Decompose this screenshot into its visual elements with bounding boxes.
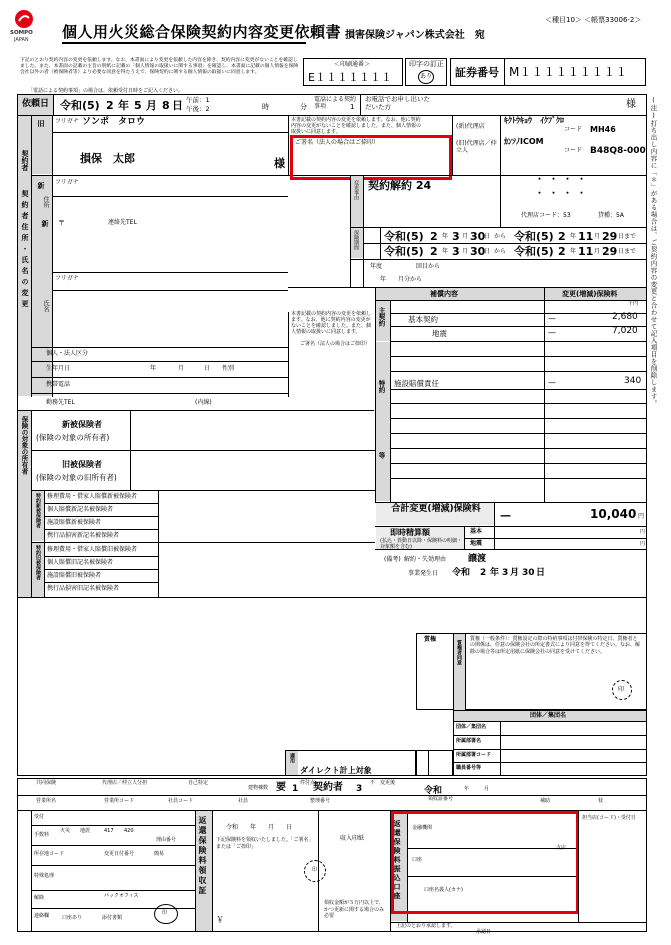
birth-month-unit: 月 [178,365,185,372]
sompo-logo [9,9,39,47]
period-label: 保険期間 [353,230,359,250]
insured-section-label: 保険の対象の所有者 [20,416,29,475]
immediate-note: (払込・異動日以降・保険料の明細・対象額を含む) [380,538,462,550]
period-row2-from: から [494,248,507,255]
work-ext-label: (内線) [195,399,212,406]
special-old-1: 修理費用・借家人賠償旧被保険者 [47,546,138,553]
highlight-refund-account [391,811,579,914]
store-code-label: 担当店(コード)・受付日 [582,815,636,821]
event-month: 3 [502,568,509,578]
agent-dots-1: ・・・・ [535,175,592,185]
coverage-row-2-sign: — [548,328,556,337]
coverage-row-1-value: 2,680 [612,312,638,322]
bottom-co-insurance: 共同保険 [36,780,57,786]
bottom-office-code: 営業所コード [104,798,135,804]
print-number-box [303,58,403,86]
period-row1-day2: 29 [602,230,618,243]
office-cell-backoffice: パックオフィス [104,893,139,899]
old-name: 損保 太郎 [80,152,135,165]
period-row1-month-u: 月 [462,233,469,240]
request-am: 午前：1 [186,96,210,104]
sompo-logo-icon [14,9,34,29]
old-insured-sub: (保険の対象の旧所有者) [36,473,117,482]
direct-apply-label: 適用 [289,753,295,763]
refund-branch-label: 支店 [556,845,567,851]
agent-code-label-2: コード [564,147,583,154]
period-row2-month2: 11 [578,245,594,258]
bottom-month-unit: 月 [484,786,490,792]
immediate-label: 即時精算額 [390,528,430,537]
approval-date: 承認日 [476,929,492,935]
office-cell-420: 420 [124,828,134,834]
mortgage-sign-label: ご署名（法人の場合はご捺印） [300,341,371,347]
office-cell-reason: 理由番号 [156,837,177,843]
coverage-special-label: 特約 [377,380,386,393]
period-row1-month2-u: 月 [594,233,601,240]
refund-account-label: 返還保険料振込口座 [393,820,401,901]
policy-number-value: M１１１１１１１１１ [509,65,628,79]
revenue-stamp-note: 領収金額が５万円以上で、かつ更新に関する場合のみ必要 [324,900,385,919]
bottom-office-name: 営業所名 [36,798,57,804]
print-number-label: ＜印刷通番＞ [334,61,371,68]
company-name: 損害保険ジャパン株式会社 宛 [345,30,485,41]
period-row2-month2-u: 月 [594,248,601,255]
bottom-contractor-val: 3 [356,784,363,794]
period-row2-year2-u: 年 [570,248,577,255]
new-label: 新 [37,182,45,189]
receipt-seal: 印 [312,867,318,873]
bottom-agent-share: 代理店／仲立人分担 [102,780,148,786]
handler-block [416,750,453,776]
coverage-main-label: 主契約 [377,307,386,327]
period-row1-year2: 2 [558,230,566,243]
coverage-row-1-name: 基本契約 [408,315,438,324]
phone-contract-label: 電話による契約事項 [314,96,357,111]
page-title: 個人用火災総合保険契約内容変更依頼書 [62,23,342,41]
coverage-row-3-sign: — [548,378,556,387]
period-row1-era2: 令和(5) [514,230,554,243]
immediate-basic: 基本 [470,528,483,535]
bottom-self: 自己特定 [188,780,209,786]
form-code: ＜種目10＞ ＜帳票33006-2＞ [545,16,642,24]
addr-label: 住所 [42,196,49,208]
change-reason: 契約解約 24 [368,179,432,192]
office-cell-quake: 地震 [80,828,91,834]
bottom-year-unit: 年 [464,786,470,792]
total-sign: — [500,509,511,522]
bottom-building-count: 1 [292,784,299,794]
event-year: 2 [480,568,487,578]
bottom-branch: 枝 [598,798,604,804]
period-row2-month-u: 月 [462,248,469,255]
special-old-3: 施設賠償旧被保険者 [47,572,102,579]
times-label: 回目から [416,263,441,270]
office-cell-fire: 火災 [60,828,71,834]
period-row1-until: 日まで [618,233,637,240]
mortgage-consent-note: 本書記載の契約内容の変更を依頼します。なお、他に契約内容の変更がないことを確認しました。また、個人情報の取扱いに同意します。 [291,311,372,335]
group-row-4: 職員番号等 [456,765,482,771]
signature-label: ご署名（法人の場合はご捺印） [295,139,380,146]
birth-day-unit: 日 [204,365,211,372]
callback-label: お電話でお申し出いただいた方 [365,95,430,111]
request-month-unit: 月 [146,99,157,112]
contractor-change-col: 契約者住所・氏名の変更 [21,190,29,311]
office-cell-attach: 添付書類 [102,915,123,921]
old-insured-label: 旧被保険者 [62,460,102,469]
stamp-correction-box [405,58,447,86]
reason-label: 変更事由 [353,180,359,200]
office-cell-contact: 連絡欄 [34,913,50,919]
intro-text-2: 「電話による契約事項」の場合は、依頼受付日時をご記入ください。 [28,88,184,94]
agent-name: ｶﾝｿﾉICOM [504,137,544,146]
old-furigana-label: フリガナ [55,118,79,125]
months-label: 年 月分から [380,276,423,283]
group-row-2: 所属部署名 [456,738,482,744]
brand-sub: JAPAN [14,37,29,43]
refund-holder-label: 口座名義人(カナ) [424,887,463,893]
name-furigana-label: フリガナ [55,275,79,282]
period-row2-year2: 2 [558,245,566,258]
period-row1-year-u: 年 [442,233,449,240]
request-day-unit: 日 [172,99,183,112]
bottom-after-change: 変更後 [380,780,396,786]
office-cell-account: 口座あり [62,915,83,921]
title-underline [62,42,306,44]
agent-code-label-1: コード [564,126,583,133]
bottom-contractor: 契約者 [313,782,343,793]
period-row2-era2: 令和(5) [514,245,554,258]
bottom-era: 令和 [424,786,443,796]
note-transfer-value: 譲渡 [468,554,487,564]
office-cell-fee: 手数料 [34,832,50,838]
period-row1-era: 令和(5) [384,230,424,243]
bottom-staff-code: 社員コード [168,798,194,804]
office-cell-cancel: 解除 [34,895,45,901]
request-pm: 午後：2 [186,105,210,113]
total-yen: 円 [638,513,645,520]
gender-label: 性別 [222,365,235,372]
contractor-section-label: 契約者 [21,150,29,171]
coverage-row-2-value: 7,020 [612,326,638,336]
mortgage-label: 質権 [424,636,437,643]
period-row1-year: 2 [430,230,438,243]
agent-furigana: ｷｸﾄｳｷｮｳ ｲｸﾌﾞｸﾛ [504,116,564,125]
period-row1-year2-u: 年 [570,233,577,240]
old-honorific: 様 [274,157,285,170]
consent-note: 本書記載の契約内容の変更を依頼します。なお、他に契約内容の変更がないことを確認しました。また、個人情報の取扱いに同意します。 [291,117,422,135]
bottom-staff: 社員 [238,798,249,804]
agent-new-label: (新)代理店 [456,123,485,130]
agent-grade: 貸種：5A [598,212,624,219]
premium-unit: 千円 [628,301,639,307]
side-note: (注)打ち出し内容に「＊」がある場合は、ご契約内容の変更と合わせて記入項目を削除します。 [649,96,658,407]
office-seal: 印 [162,910,168,916]
revenue-stamp-label: 収入印紙 [340,835,365,842]
callback-honorific: 様 [626,99,636,110]
immediate-yen-2: 円 [640,541,646,547]
period-row2-year: 2 [430,245,438,258]
refund-bank-label: 金融機関 [412,825,433,831]
stamp-correction-label: 印字の訂正 [409,60,444,68]
receipt-yen: ￥ [216,915,224,924]
period-row1-day: 30 [470,230,486,243]
event-year-unit: 年 [490,568,500,578]
brand-name: SOMPO [10,30,33,36]
mortgage-text: 質権（一般条件）：質権設定の際の特約事項は付帯保険の特定日、質権者との関係は、任意の保険会社の所定書式により同意を得てください。なお、解除の場合等は所定用紙に保険会社の同意を受けてください。 [470,636,641,655]
coverage-etc-label: 等 [377,452,386,459]
new-addr-label: 新 [41,220,49,227]
phone-contract-value: 1 [350,103,355,111]
receipt-title: 返還保険料領収証 [198,816,207,896]
group-row-1: 団体／集団名 [456,724,487,730]
request-date-label: 依頼日 [22,99,50,109]
mortgage-consent-label: 質権者同意 [456,640,462,665]
coverage-header-item: 補償内容 [430,290,458,298]
event-day: 30 [522,568,535,578]
bottom-attach: 件付点 [300,780,316,786]
special-new-2: 個人賠償新記名被保険者 [47,506,114,513]
period-row2-month: 3 [452,245,460,258]
agent-code-1: MH46 [590,125,616,134]
addr-furigana-label: フリガナ [55,179,79,186]
birth-label: 生年月日 [46,365,71,372]
total-label: 合計変更(増減)保険料 [391,504,481,514]
request-year: 2 [106,99,114,112]
coverage-row-1-sign: — [548,314,556,323]
total-value: 10,040 [590,507,637,521]
bottom-required: 要 [276,782,286,793]
new-insured-label: 新被保険者 [62,420,102,429]
period-row1-month2: 11 [578,230,594,243]
stamp-correction-mark: あり [420,73,433,80]
request-year-unit: 年 [118,99,129,112]
period-row1-from: から [494,233,507,240]
office-cell-417: 417 [104,828,114,834]
highlight-signature-box [290,135,452,180]
period-row2-era: 令和(5) [384,245,424,258]
office-cell-change-no: 変更日付番号 [104,851,135,857]
receipt-text: 下記保険料を領収いたしました。「ご署名」または「ご捺印」 [216,837,314,850]
period-row2-day2: 29 [602,245,618,258]
receipt-date: 令和 年 月 日 [226,824,293,831]
birth-year-unit: 年 [150,365,157,372]
agent-dots-2: ・・・・ [535,189,592,199]
work-tel-label: 勤務先TEL [46,399,75,406]
group-header: 団体／集団名 [530,712,567,719]
coverage-row-3-value: 340 [624,376,642,386]
fiscal-year-label: 年度 [370,263,383,270]
personal-corp-label: 個人・法人区分 [46,350,89,357]
event-label: 事業発生日 [408,570,439,577]
print-number-value: E１１１１１１１ [308,71,392,84]
new-insured-sub: (保険の対象の所有者) [36,433,110,442]
request-day: 8 [162,99,170,112]
agent-old-label: (旧)代理店／仲立人 [456,140,497,155]
coverage-header-premium: 変更(増減)保険料 [562,290,618,298]
approval-confirm: 上記のとおり承認します。 [396,923,456,929]
period-row2-day: 30 [470,245,486,258]
policy-number-box [450,58,646,86]
request-month: 5 [134,99,142,112]
direct-value: ダイレクト計上対象 [300,766,372,775]
office-cell-location: 所在地コード [34,851,65,857]
intro-text: 下記のとおり契約内容の変更を依頼します。なお、本書面により変更を依頼した内容を除き、契約内容に変更がないことを確認しました。また、本書面の記載の主旨の別紙に記載の「個人情報の取扱いに関する事項」を確認し、本書面に記載の個人情報を保険会社以外の者（被保険者等）より必要な同意を得たうえで、保険契約に関する個人情報の取扱いに同意します。 [20,58,299,75]
tel-label: 連絡先TEL [108,219,137,226]
special-new-3: 施設賠償新被保険者 [47,519,102,526]
event-era: 令和 [452,568,471,578]
coverage-row-2-name: 地震 [432,329,447,338]
mobile-label: 携帯電話 [46,381,71,388]
bottom-building: 建物棟数 [248,785,269,791]
note-transfer-label: 解約・失効理由 [404,556,447,563]
special-old-2: 個人賠償旧記名被保険者 [47,559,114,566]
request-hour-unit: 時 [262,103,269,111]
bottom-ref-no: 整理番号 [310,798,331,804]
note-label: (備考) [384,556,401,563]
new-name-label: 氏名 [42,300,49,312]
special-new-label: 特約新被保険者 [35,493,41,528]
coverage-row-3-name: 施設賠償責任 [394,379,439,388]
policy-number-label: 証券番号 [455,66,499,79]
mortgage-seal: 印 [618,686,625,693]
agent-code-2: B48Q8-000 [590,146,646,156]
group-row-3: 所属部署コード [456,752,492,758]
immediate-quake: 地震 [470,540,483,547]
bottom-not: 不 [370,780,376,786]
old-label: 旧 [37,120,45,127]
office-cell-simple: 簡易 [154,851,165,857]
event-month-unit: 月 [510,568,520,578]
refund-account-type: 口座 [412,857,423,863]
agent-number-code: 代理店コード：53 [521,212,571,219]
postal-mark: 〒 [58,219,65,227]
special-new-4: 携行品損害新記名被保険者 [47,532,120,539]
request-min-unit: 分 [300,103,307,111]
period-row2-day-u: 日 [484,248,491,255]
special-old-4: 携行品損害旧記名被保険者 [47,585,120,592]
office-cell-accept: 受付 [34,814,45,820]
request-era: 令和(5) [60,99,100,112]
period-row1-month: 3 [452,230,460,243]
event-day-unit: 日 [536,568,546,578]
special-new-1: 修理費用・借家人賠償新被保険者 [47,493,138,500]
immediate-yen-1: 円 [640,529,646,535]
period-row2-until: 日まで [618,248,637,255]
special-old-label: 特約旧被保険者 [35,545,41,580]
bottom-aux: 補助 [540,798,551,804]
office-cell-special: 特殊処理 [34,873,55,879]
old-furigana: ソンポ タロウ [82,117,146,127]
period-row1-day-u: 日 [484,233,491,240]
period-row2-year-u: 年 [442,248,449,255]
bottom-receipt-no: 領収証番号 [428,796,454,802]
